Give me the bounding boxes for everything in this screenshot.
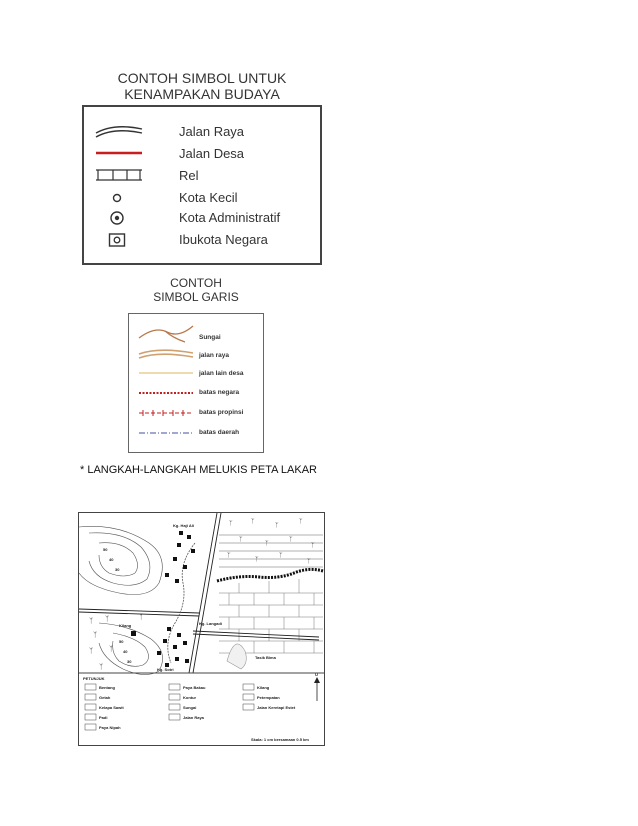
ibukota-negara-icon	[108, 232, 126, 248]
svg-text:ᛉ: ᛉ	[265, 541, 269, 547]
legend-label: Rel	[179, 168, 199, 183]
map-legend	[83, 672, 320, 742]
svg-text:ᛉ: ᛉ	[89, 648, 94, 655]
svg-text:ᛉ: ᛉ	[255, 557, 259, 563]
svg-text:ᛉ: ᛉ	[299, 519, 303, 525]
legend-label: Ibukota Negara	[179, 232, 268, 247]
batas-daerah-icon	[137, 429, 195, 437]
svg-text:ᛉ: ᛉ	[311, 543, 315, 549]
line-symbol-legend	[128, 313, 264, 453]
svg-text:ᛉ: ᛉ	[239, 537, 243, 543]
jalan-desa-icon	[94, 147, 144, 159]
legend-label: Jalan Raya	[179, 124, 245, 139]
contour-label: 30	[115, 567, 120, 572]
svg-text:ᛉ: ᛉ	[99, 664, 104, 671]
svg-text:ᛉ: ᛉ	[289, 537, 293, 543]
sketch-map	[78, 512, 325, 746]
map-legend-item: Kilang	[257, 685, 270, 690]
map-legend-item: Paya Nipah	[99, 725, 121, 730]
legend-label: Kota Administratif	[179, 210, 281, 225]
kota-administratif-icon	[109, 210, 125, 226]
legend-label: Sungai	[199, 334, 221, 341]
legend-row-rel	[84, 165, 320, 187]
kota-kecil-icon	[110, 191, 124, 205]
map-scale: Skala: 1 cm bersamaan 0.5 km	[251, 737, 309, 742]
jalan-lain-desa-icon	[137, 370, 195, 376]
contour-label: 40	[123, 649, 128, 654]
legend-row-kota-administratif	[84, 207, 320, 229]
north-label: U	[315, 672, 318, 677]
contour-label: 50	[119, 639, 124, 644]
batas-negara-icon	[137, 390, 195, 396]
cultural-symbol-legend	[82, 105, 322, 265]
contour-label: 40	[109, 557, 114, 562]
legend-label: jalan lain desa	[199, 370, 244, 377]
tasik-bima-lake	[227, 644, 246, 669]
map-legend-item: Kontur	[183, 695, 197, 700]
title-1-line-1: CONTOH SIMBOL UNTUK	[117, 70, 287, 86]
legend-label: batas daerah	[199, 429, 240, 436]
place-kg-haji-ali: Kg. Haji Ali	[173, 523, 194, 528]
legend-row-jalan-desa	[84, 143, 320, 165]
svg-text:ᛉ: ᛉ	[251, 519, 255, 525]
place-tasik-bima: Tasik Bima	[255, 655, 276, 660]
legend-label: batas propinsi	[199, 409, 244, 416]
legend-label: batas negara	[199, 389, 240, 396]
map-legend-item: Padi	[99, 715, 108, 720]
map-legend-item: Petempatan	[257, 695, 280, 700]
railway-line	[217, 569, 323, 581]
section-caption: * LANGKAH-LANGKAH MELUKIS PETA LAKAR	[80, 464, 317, 476]
legend-label: Jalan Desa	[179, 146, 245, 161]
legend-label: Kota Kecil	[179, 190, 238, 205]
svg-text:ᛉ: ᛉ	[279, 553, 283, 559]
map-legend-item: Getah	[99, 695, 111, 700]
title-2	[128, 276, 264, 304]
map-legend-item: Bentang	[99, 685, 115, 690]
svg-text:ᛉ: ᛉ	[307, 559, 311, 565]
rel-icon	[94, 167, 144, 183]
map-legend-item: Jalan Raya	[183, 715, 204, 720]
map-legend-item: Jalan Keretapi Estet	[257, 705, 296, 710]
svg-text:ᛉ: ᛉ	[229, 521, 233, 527]
svg-text:ᛉ: ᛉ	[93, 632, 98, 639]
sungai-icon	[137, 322, 195, 344]
map-legend-item: Paya Bakau	[183, 685, 206, 690]
jalan-raya-line-icon	[137, 347, 195, 361]
legend-row-jalan-raya	[84, 121, 320, 143]
legend-row-kota-kecil	[84, 187, 320, 209]
river	[168, 543, 195, 663]
north-arrow-icon	[314, 672, 320, 701]
contour-label: 50	[103, 547, 108, 552]
legend-label: jalan raya	[199, 352, 229, 359]
place-kg-sotri: Kg. Sotri	[157, 667, 174, 672]
svg-text:ᛉ: ᛉ	[227, 553, 231, 559]
contour-label: 30	[127, 659, 132, 664]
sketch-map-drawing	[79, 513, 324, 745]
map-legend-title: PETUNJUK	[83, 676, 105, 681]
map-legend-item: Sungai	[183, 705, 197, 710]
legend-row-ibukota-negara	[84, 229, 320, 251]
jalan-raya-icon	[94, 123, 144, 139]
svg-text:ᛉ: ᛉ	[105, 616, 110, 623]
map-legend-item: Kelapa Sawit	[99, 705, 124, 710]
title-2-line-2: SIMBOL GARIS	[153, 290, 239, 304]
svg-text:ᛉ: ᛉ	[139, 614, 144, 621]
batas-propinsi-icon	[137, 409, 195, 417]
svg-text:ᛉ: ᛉ	[109, 646, 114, 653]
svg-text:ᛉ: ᛉ	[89, 618, 94, 625]
place-kilang: Kilang	[119, 623, 132, 628]
title-2-line-1: CONTOH	[170, 276, 222, 290]
title-1-line-2: KENAMPAKAN BUDAYA	[124, 86, 280, 102]
svg-text:ᛉ: ᛉ	[275, 523, 279, 529]
place-kg-langadi: Kg. Langadi	[199, 621, 222, 626]
title-1	[82, 70, 322, 102]
